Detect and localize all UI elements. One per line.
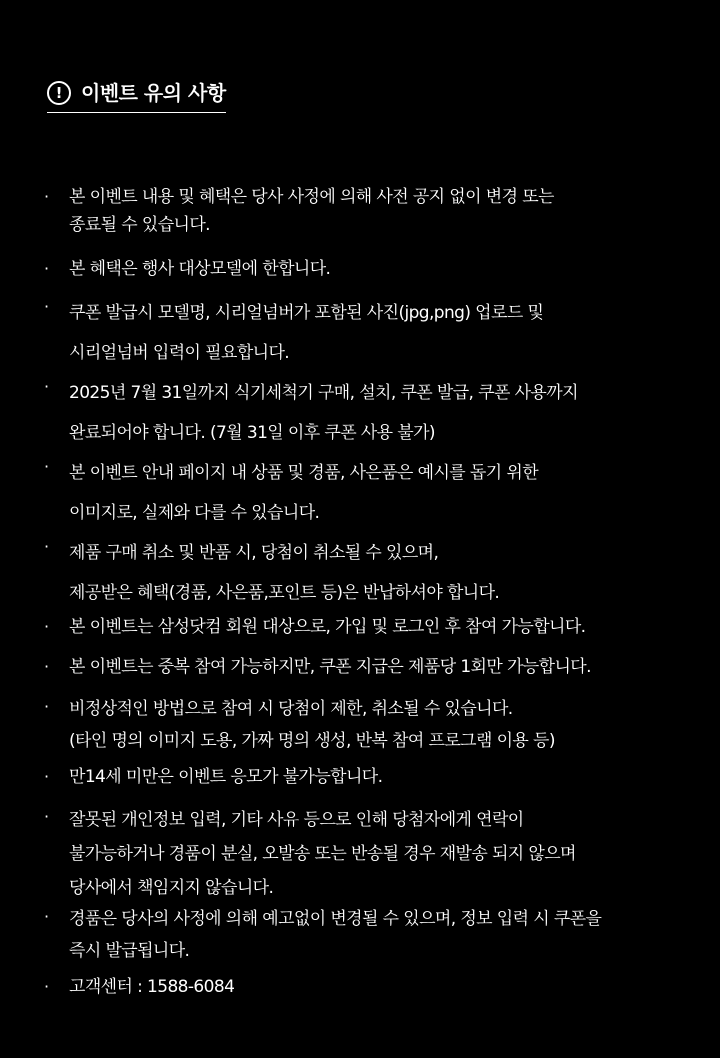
exclamation-circle-icon: ! (47, 81, 71, 105)
notice-line: 당사에서 책임지지 않습니다. (69, 878, 274, 898)
notice-text (69, 613, 679, 641)
notice-line: 잘못된 개인정보 입력, 기타 사유 등으로 인해 당첨자에게 연락이 (69, 810, 524, 830)
bullet-icon: · (44, 187, 50, 206)
bullet-icon: · (44, 767, 50, 786)
bullet-icon: · (44, 977, 50, 996)
notice-text (69, 453, 679, 533)
bullet-icon: · (44, 537, 50, 556)
notice-header (47, 80, 226, 113)
bullet-icon: · (44, 617, 50, 636)
notice-text (69, 693, 679, 757)
notice-text (69, 803, 679, 905)
bullet-icon: · (44, 377, 50, 396)
notice-line: 본 이벤트 안내 페이지 내 상품 및 경품, 사은품은 예시를 돕기 위한 (69, 463, 539, 483)
notice-text (69, 255, 679, 283)
notice-line: 제품 구매 취소 및 반품 시, 당첨이 취소될 수 있으며, (69, 543, 439, 563)
notice-line: 고객센터 : 1588-6084 (69, 977, 235, 997)
notice-text (69, 653, 679, 681)
notice-line: 2025년 7월 31일까지 식기세척기 구매, 설치, 쿠폰 발급, 쿠폰 사용까지 (69, 383, 578, 403)
notice-line: 시리얼넘버 입력이 필요합니다. (69, 343, 290, 363)
notice-text (69, 183, 679, 239)
notice-text (69, 763, 679, 791)
notice-text (69, 973, 679, 1001)
bullet-icon: · (44, 259, 50, 278)
notice-line: 본 이벤트는 중복 참여 가능하지만, 쿠폰 지급은 제품당 1회만 가능합니다. (69, 657, 591, 677)
notice-line: (타인 명의 이미지 도용, 가짜 명의 생성, 반복 참여 프로그램 이용 등) (69, 731, 555, 751)
notice-title: 이벤트 유의 사항 (81, 81, 226, 105)
bullet-icon: · (44, 297, 50, 316)
notice-text (69, 903, 679, 967)
notice-text (69, 293, 679, 373)
notice-line: 즉시 발급됩니다. (69, 941, 190, 961)
notice-text (69, 533, 679, 613)
notice-line: 이미지로, 실제와 다를 수 있습니다. (69, 503, 320, 523)
notice-line: 본 혜택은 행사 대상모델에 한합니다. (69, 259, 331, 279)
bullet-icon: · (44, 907, 50, 926)
bullet-icon: · (44, 697, 50, 716)
notice-line: 경품은 당사의 사정에 의해 예고없이 변경될 수 있으며, 정보 입력 시 쿠폰을 (69, 909, 602, 929)
notice-line: 종료될 수 있습니다. (69, 215, 210, 235)
notice-line: 본 이벤트 내용 및 혜택은 당사 사정에 의해 사전 공지 없이 변경 또는 (69, 187, 554, 207)
bullet-icon: · (44, 457, 50, 476)
notice-line: 제공받은 혜택(경품, 사은품,포인트 등)은 반납하셔야 합니다. (69, 583, 500, 603)
notice-line: 본 이벤트는 삼성닷컴 회원 대상으로, 가입 및 로그인 후 참여 가능합니다. (69, 617, 586, 637)
bullet-icon: · (44, 657, 50, 676)
notice-line: 쿠폰 발급시 모델명, 시리얼넘버가 포함된 사진(jpg,png) 업로드 및 (69, 303, 544, 323)
bullet-icon: · (44, 807, 50, 826)
notice-line: 완료되어야 합니다. (7월 31일 이후 쿠폰 사용 불가) (69, 423, 435, 443)
notice-line: 비정상적인 방법으로 참여 시 당첨이 제한, 취소될 수 있습니다. (69, 699, 513, 719)
notice-line: 불가능하거나 경품이 분실, 오발송 또는 반송될 경우 재발송 되지 않으며 (69, 844, 576, 864)
notice-text (69, 373, 679, 453)
notice-line: 만14세 미만은 이벤트 응모가 불가능합니다. (69, 767, 383, 787)
